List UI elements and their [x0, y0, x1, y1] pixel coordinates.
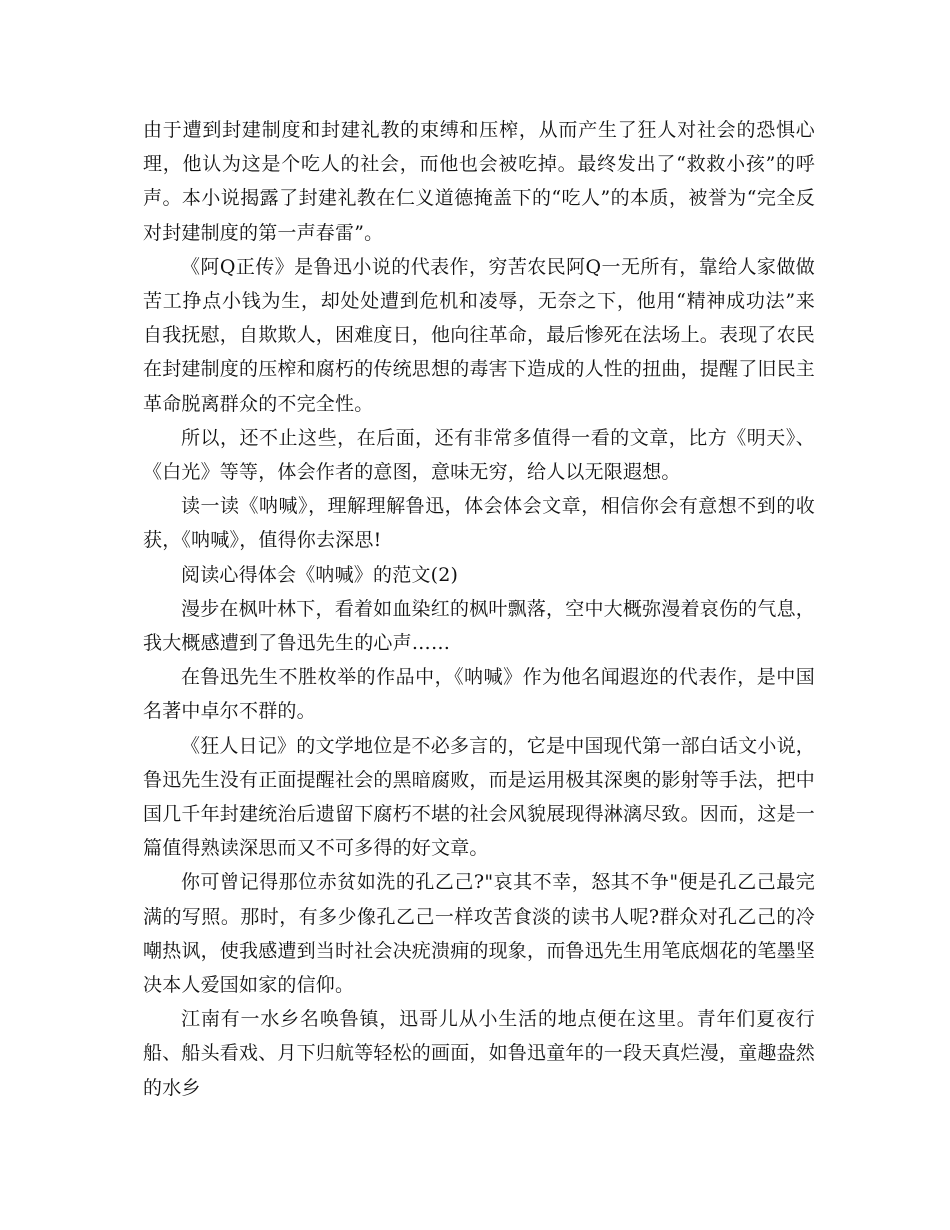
- document-page: [143, 113, 815, 1105]
- paragraph-1: 由于遭到封建制度和封建礼教的束缚和压榨，从而产生了狂人对社会的恐惧心理，他认为这是个吃人的社会，而他也会被吃掉。最终发出了“救救小孩”的呼声。本小说揭露了封建礼教在仁义道德掩盖下的“吃人”的本质，被誉为“完全反对封建制度的第一声春雷”。: [143, 119, 815, 244]
- paragraph-3: 所以，还不止这些，在后面，还有非常多值得一看的文章，比方《明天》、《白光》等等，体会作者的意图，意味无穷，给人以无限遐想。: [143, 426, 815, 484]
- paragraph-9: 江南有一水乡名唤鲁镇，迅哥儿从小生活的地点便在这里。青年们夏夜行船、船头看戏、月下归航等轻松的画面，如鲁迅童年的一段天真烂漫，童趣盎然的水乡: [143, 1008, 816, 1099]
- paragraph-2: 《阿Q正传》是鲁迅小说的代表作，穷苦农民阿Q一无所有，靠给人家做做苦工挣点小钱为生，却处处遭到危机和凌辱，无奈之下，他用“精神成功法”来自我抚慰，自欺欺人，困难度日，他向往革命，最后惨死在法场上。表现了农民在封建制度的压榨和腐朽的传统思想的毒害下造成的人性的扭曲，提醒了旧民主革命脱离群众的不完全性。: [143, 255, 816, 415]
- paragraph-8: 你可曾记得那位赤贫如洗的孔乙己?"哀其不幸，怒其不争"便是孔乙己最完满的写照。那时，有多少像孔乙己一样攻苦食淡的读书人呢?群众对孔乙己的冷嘲热讽，使我感遭到当时社会决疣溃痈的现象，而鲁迅先生用笔底烟花的笔墨坚决本人爱国如家的信仰。: [143, 871, 816, 997]
- section-heading: 阅读心得体会《呐喊》的范文(2): [181, 563, 459, 586]
- paragraph-5: 漫步在枫叶林下，看着如血染红的枫叶飘落，空中大概弥漫着哀伤的气息，我大概感遭到了鲁迅先生的心声……: [143, 597, 815, 655]
- paragraph-7: 《狂人日记》的文学地位是不必多言的，它是中国现代第一部白话文小说，鲁迅先生没有正面提醒社会的黑暗腐败，而是运用极其深奥的影射等手法，把中国几千年封建统治后遗留下腐朽不堪的社会风貌展现得淋漓尽致。因而，这是一篇值得熟读深思而又不可多得的好文章。: [143, 734, 816, 860]
- paragraph-6: 在鲁迅先生不胜枚举的作品中，《呐喊》作为他名闻遐迩的代表作，是中国名著中卓尔不群的。: [143, 666, 815, 723]
- paragraph-4: 读一读《呐喊》，理解理解鲁迅，体会体会文章，相信你会有意想不到的收获，《呐喊》，值得你去深思!: [143, 495, 815, 552]
